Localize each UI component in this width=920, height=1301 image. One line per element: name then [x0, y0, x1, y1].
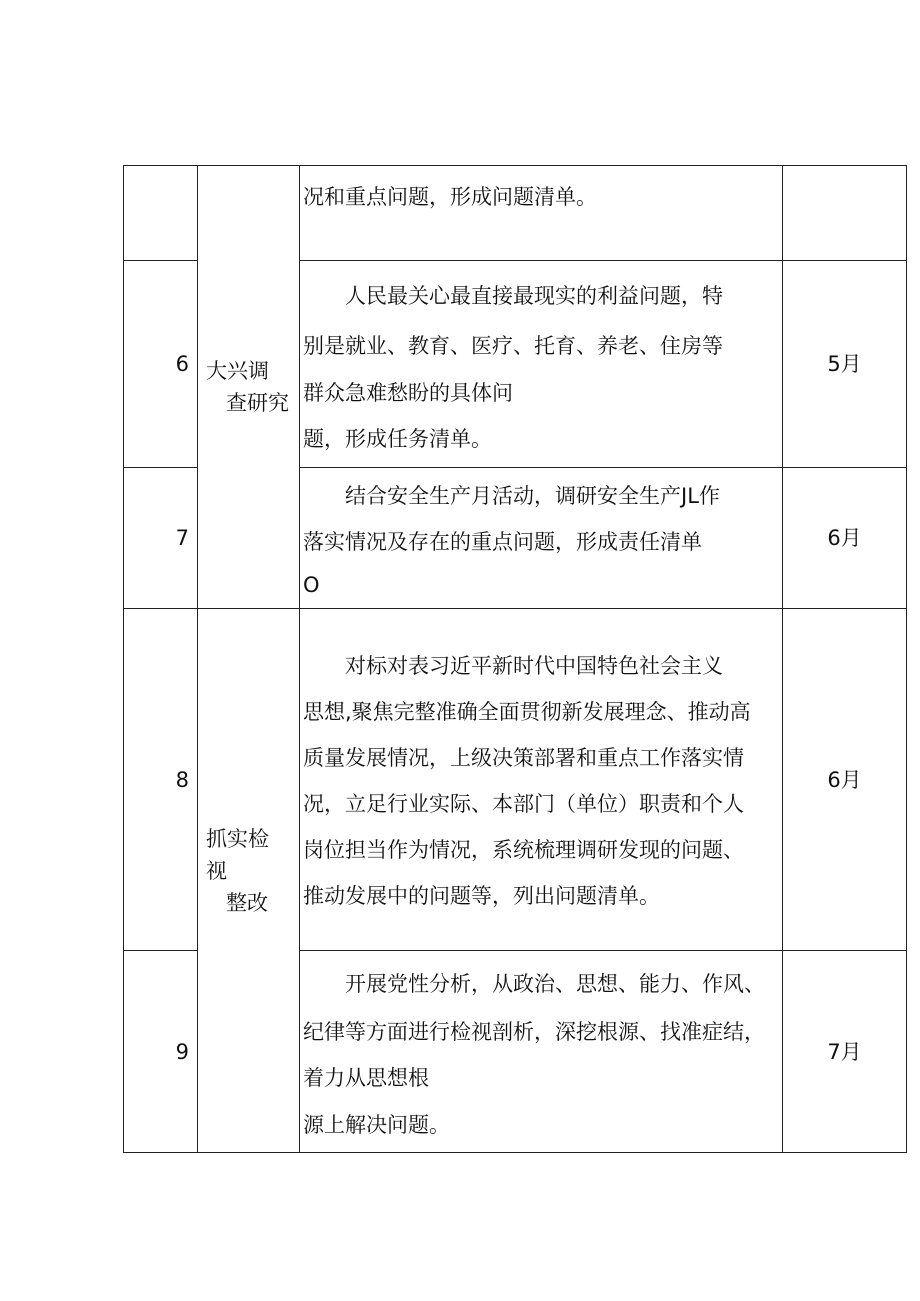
content-cell	[300, 951, 783, 1153]
content-line: 人民最关心最直接最现实的利益问题，特	[345, 284, 723, 308]
month-cell: 5月	[783, 261, 907, 468]
month-cell: 6月	[783, 609, 907, 951]
content-line: O	[303, 573, 320, 597]
row-number: 6	[124, 261, 198, 468]
row-number: 8	[124, 609, 198, 951]
category-label: 抓实检	[206, 827, 269, 851]
content-line: 结合安全生产月活动，调研安全生产JL作	[345, 484, 720, 508]
content-line: 别是就业、教育、医疗、托育、养老、住房等	[303, 334, 723, 358]
category-label: 视	[206, 859, 227, 883]
content-cell	[300, 166, 783, 261]
content-line: 落实情况及存在的重点问题，形成责任清单	[303, 530, 702, 554]
table-row	[124, 609, 907, 951]
category-cell	[198, 166, 300, 609]
content-line: 开展党性分析，从政治、思想、能力、作风、	[345, 972, 765, 996]
category-cell	[198, 609, 300, 1153]
table-row	[124, 166, 907, 261]
row-number	[124, 166, 198, 261]
content-line: 推动发展中的问题等，列出问题清单。	[303, 884, 660, 908]
content-line: 思想,聚焦完整准确全面贯彻新发展理念、推动高	[303, 700, 751, 724]
content-line: 质量发展情况，上级决策部署和重点工作落实情	[303, 746, 744, 770]
task-table	[123, 165, 907, 1153]
month-cell	[783, 166, 907, 261]
category-label: 大兴调	[206, 359, 269, 383]
row-number: 7	[124, 468, 198, 609]
content-cell	[300, 609, 783, 951]
content-line: 群众急难愁盼的具体问	[303, 381, 513, 405]
content-line: 题，形成任务清单。	[303, 427, 492, 451]
content-line: 纪律等方面进行检视剖析，深挖根源、找准症结，	[303, 1020, 765, 1044]
content-line: 况和重点问题，形成问题清单。	[303, 185, 597, 209]
content-line: 岗位担当作为情况，系统梳理调研发现的问题、	[303, 838, 744, 862]
content-line: 源上解决问题。	[303, 1113, 450, 1137]
content-line: 着力从思想根	[303, 1066, 429, 1090]
content-line: 况，立足行业实际、本部门（单位）职责和个人	[303, 792, 744, 816]
content-cell	[300, 261, 783, 468]
month-cell: 6月	[783, 468, 907, 609]
month-cell: 7月	[783, 951, 907, 1153]
category-label: 查研究	[226, 391, 289, 415]
category-label: 整改	[226, 891, 268, 915]
row-number: 9	[124, 951, 198, 1153]
content-cell	[300, 468, 783, 609]
content-line: 对标对表习近平新时代中国特色社会主义	[345, 654, 723, 678]
